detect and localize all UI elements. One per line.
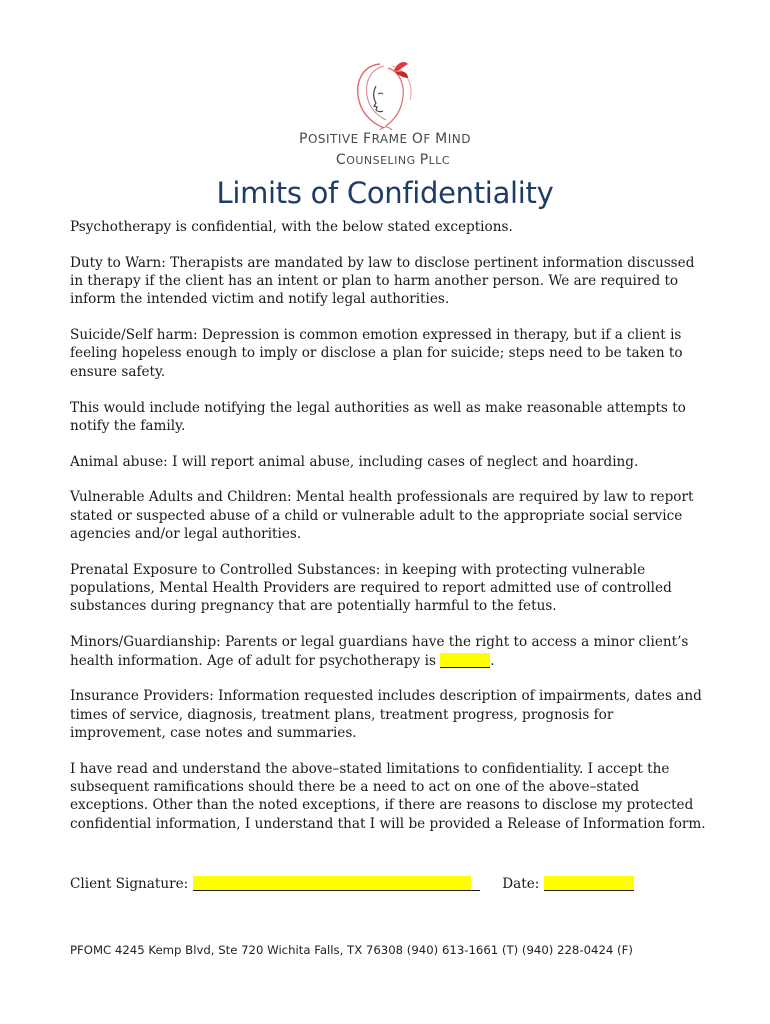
minors-end: . bbox=[490, 652, 495, 669]
age-of-adult-field[interactable] bbox=[440, 653, 490, 668]
company-name-line1: POSITIVE FRAME OF MIND bbox=[298, 131, 471, 147]
logo-woman-butterfly-icon bbox=[340, 56, 430, 136]
paragraph-intro: Psychotherapy is confidential, with the below stated exceptions. bbox=[70, 219, 513, 235]
client-signature-field[interactable] bbox=[193, 876, 471, 891]
paragraph-vulnerable: Vulnerable Adults and Children: Mental health professionals are required by law to report stated or suspected abuse of a child or vulnerable adult to the appropriate social service agencies and/or legal authorities. bbox=[70, 489, 694, 543]
paragraph-duty-to-warn: Duty to Warn: Therapists are mandated by law to disclose pertinent information discussed in therapy if the client has an intent or plan to harm another person. We are required to inform the intended victim and notify legal authorities. bbox=[70, 254, 695, 308]
minors-text: Minors/Guardianship: Parents or legal guardians have the right to access a minor client’s health information. Age of adult for psychotherapy is bbox=[70, 634, 689, 669]
client-signature-label: Client Signature: bbox=[70, 876, 189, 892]
signature-line-end bbox=[471, 876, 480, 891]
date-field[interactable] bbox=[544, 876, 634, 891]
date-label: Date: bbox=[502, 876, 540, 892]
paragraph-minors bbox=[70, 633, 710, 670]
page-title: Limits of Confidentiality bbox=[216, 176, 554, 210]
document-body bbox=[70, 218, 710, 833]
paragraph-prenatal: Prenatal Exposure to Controlled Substances: in keeping with protecting vulnerable populations, Mental Health Providers are required to report admitted use of controlled substances during pregnancy that are potentially harmful to the fetus. bbox=[70, 561, 672, 615]
paragraph-insurance: Insurance Providers: Information requested includes description of impairments, dates and times of service, diagnosis, treatment plans, treatment progress, prognosis for improvement, case notes and summaries. bbox=[70, 688, 702, 741]
company-name-line2: COUNSELING PLLC bbox=[335, 152, 451, 168]
footer-address: PFOMC 4245 Kemp Blvd, Ste 720 Wichita Falls, TX 76308 (940) 613-1661 (T) (940) 228-0424 (F) bbox=[70, 943, 633, 957]
paragraph-acknowledge: I have read and understand the above–stated limitations to confidentiality. I accept the subsequent ramifications should there be a need to act on one of the above–stated exceptions. Other than the noted exceptions, if there are reasons to disclose my protected confidential information, I understand that I will be provided a Release of Information form. bbox=[70, 760, 706, 832]
paragraph-animal-abuse: Animal abuse: I will report animal abuse, including cases of neglect and hoarding. bbox=[70, 453, 639, 470]
signature-row bbox=[70, 876, 634, 892]
paragraph-suicide: Suicide/Self harm: Depression is common emotion expressed in therapy, but if a client is feeling hopeless enough to imply or disclose a plan for suicide; steps need to be taken to ensure safety. bbox=[70, 327, 683, 380]
paragraph-notify: This would include notifying the legal authorities as well as make reasonable attempts to notify the family. bbox=[70, 399, 686, 434]
